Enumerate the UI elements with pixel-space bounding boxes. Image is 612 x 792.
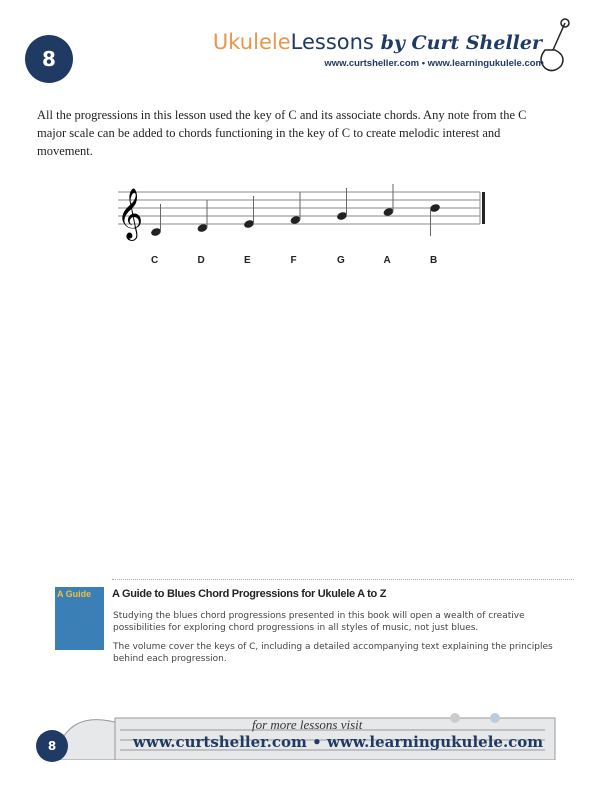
footer-urls[interactable]: www.curtsheller.com • www.learningukulele.com bbox=[133, 733, 544, 751]
treble-clef-icon: 𝄞 bbox=[117, 188, 144, 239]
footer-visit-text: for more lessons visit bbox=[252, 717, 363, 732]
divider bbox=[112, 579, 574, 580]
promo-text-2: The volume cover the keys of C, including a detailed accompanying text explaining the principles behind each progression. bbox=[113, 642, 553, 664]
note-label: A bbox=[383, 255, 391, 266]
intro-text: All the progressions in this lesson used the key of C and its associate chords. Any note from the C major scale can be added to chords functioning in the key of C to create melodic interest and movement. bbox=[37, 108, 527, 158]
promo-title[interactable]: A Guide to Blues Chord Progressions for Ukulele A to Z bbox=[112, 588, 387, 600]
page-number-badge: 8 bbox=[25, 35, 73, 83]
book-cover[interactable]: A Guide bbox=[55, 587, 104, 650]
note-label: F bbox=[290, 255, 297, 266]
note-label: D bbox=[197, 255, 205, 266]
final-barline bbox=[482, 192, 485, 224]
note-label: E bbox=[244, 255, 251, 266]
header-urls[interactable]: www.curtsheller.com • www.learningukulele.com bbox=[324, 58, 544, 69]
logo: UkuleleLessons by Curt Sheller bbox=[212, 30, 542, 54]
music-staff bbox=[0, 0, 612, 280]
note-label: G bbox=[337, 255, 345, 266]
note-label: C bbox=[151, 255, 159, 266]
promo-text-1: Studying the blues chord progressions presented in this book will open a wealth of creative possibilities for exploring chord progressions in all styles of music, not just blues. bbox=[113, 611, 525, 633]
footer-page-number: 8 bbox=[36, 730, 68, 762]
note-label: B bbox=[430, 255, 438, 266]
